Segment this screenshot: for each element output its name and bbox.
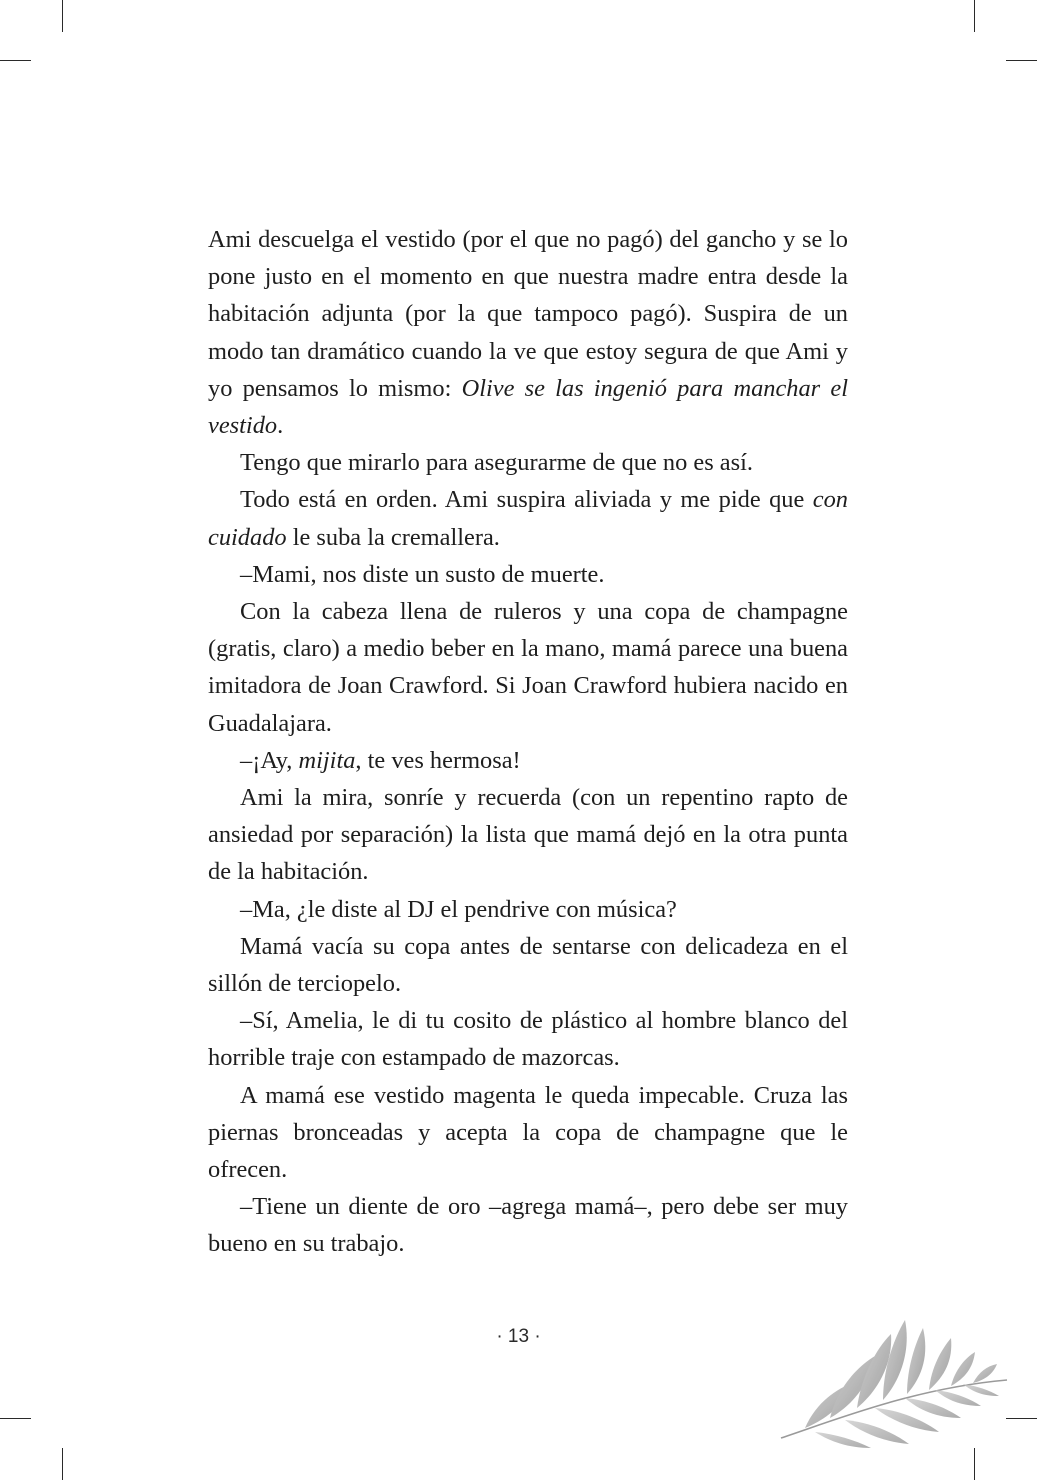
paragraph [208,221,848,444]
text-run: Ami descuelga el vestido (por el que no pagó) del gancho y se lo pone justo en el momento en que nuestra madre entra desde la habitación adjunta (por la que tampoco pagó). Suspira de un modo tan dramático cuando la ve que estoy segura de que Ami y yo pensamos lo mismo: [208,226,848,402]
text-run: –Tiene un diente de oro –agrega mamá–, pero debe ser muy bueno en su trabajo. [208,1193,848,1258]
crop-mark [0,1418,31,1419]
paragraph [208,1077,848,1189]
text-run: –Mami, nos diste un susto de muerte. [240,560,605,588]
crop-mark [974,1448,975,1480]
text-run: –Ma, ¿le diste al DJ el pendrive con música? [240,895,677,923]
text-run: le suba la cremallera. [286,523,500,551]
italic-text: mijita [298,746,356,774]
paragraph [208,891,848,928]
paragraph [208,1188,848,1262]
paragraph [208,556,848,593]
paragraph [208,593,848,742]
italic-text: con cuidado [208,486,848,551]
text-run: Todo está en orden. Ami suspira aliviada y me pide que [240,486,813,514]
paragraph [208,928,848,1002]
paragraph [208,1002,848,1076]
text-run: , te ves hermosa! [355,746,521,774]
leaf-illustration [775,1310,1010,1450]
crop-mark [62,1448,63,1480]
crop-mark [1006,60,1037,61]
crop-mark [974,0,975,32]
text-run: –¡Ay, [240,746,299,774]
paragraph [208,779,848,891]
text-run: Con la cabeza llena de ruleros y una copa de champagne (gratis, claro) a medio beber en la mano, mamá parece una buena imitadora de Joan Crawford. Si Joan Crawford hubiera nacido en Guadalajara. [208,598,848,737]
page-number: · 13 · [496,1326,541,1347]
paragraph [208,742,848,779]
text-run: Mamá vacía su copa antes de sentarse con delicadeza en el sillón de terciopelo. [208,932,848,998]
crop-mark [62,0,63,32]
text-run: Ami la mira, sonríe y recuerda (con un repentino rapto de ansiedad por separación) la lista que mamá dejó en la otra punta de la habitación. [208,784,848,886]
paragraph [208,444,848,481]
crop-mark [1006,1418,1037,1419]
italic-text: Olive se las ingenió para manchar el vestido [208,374,848,440]
crop-mark [0,60,31,61]
text-run: A mamá ese vestido magenta le queda impecable. Cruza las piernas bronceadas y acepta la copa de champagne que le ofrecen. [208,1081,848,1184]
paragraph [208,481,848,555]
text-run: . [277,412,284,440]
text-run: –Sí, Amelia, le di tu cosito de plástico al hombre blanco del horrible traje con estampado de mazorcas. [208,1007,848,1072]
body-text [208,221,848,1263]
text-run: Tengo que mirarlo para asegurarme de que no es así. [240,449,754,477]
